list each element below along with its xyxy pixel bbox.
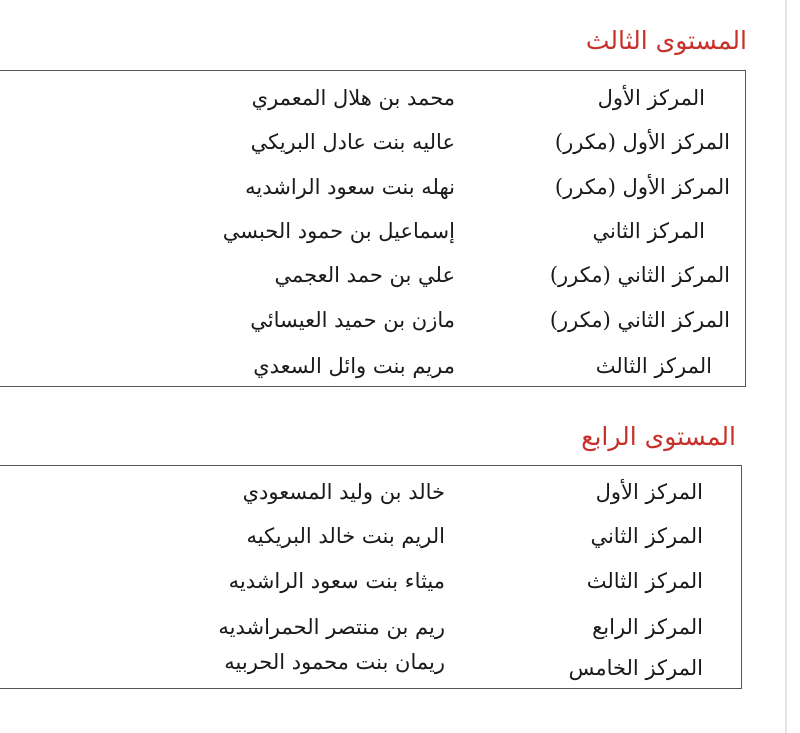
name-cell: نهله بنت سعود الراشديه — [245, 175, 455, 199]
results-table-level-3 — [0, 70, 746, 387]
rank-cell: المركز الثاني (مكرر) — [549, 308, 730, 332]
table-row — [0, 561, 741, 601]
name-cell: إسماعيل بن حمود الحبسي — [222, 219, 455, 243]
rank-cell: المركز الثالث — [595, 354, 712, 378]
name-cell: علي بن حمد العجمي — [274, 263, 455, 287]
rank-cell: المركز الثاني — [592, 219, 705, 243]
rank-cell: المركز الأول (مكرر) — [554, 130, 730, 154]
table-row — [0, 346, 745, 386]
section-title-level-4: المستوى الرابع — [581, 422, 736, 451]
name-cell: خالد بن وليد المسعودي — [242, 480, 445, 504]
rank-cell: المركز الأول — [595, 480, 703, 504]
rank-cell: المركز الثاني — [590, 524, 703, 548]
name-cell: ريمان بنت محمود الحربيه — [224, 650, 445, 674]
table-row — [0, 607, 741, 647]
rank-cell: المركز الخامس — [568, 656, 703, 680]
table-row — [0, 472, 741, 512]
table-row — [0, 516, 741, 556]
table-row — [0, 122, 745, 162]
table-row — [0, 255, 745, 295]
results-table-level-4 — [0, 465, 742, 689]
rank-cell: المركز الأول — [597, 86, 705, 110]
name-cell: عاليه بنت عادل البريكي — [250, 130, 455, 154]
name-cell: مريم بنت وائل السعدي — [253, 354, 455, 378]
table-row — [0, 78, 745, 118]
table-row — [0, 648, 741, 688]
name-cell: ميثاء بنت سعود الراشديه — [228, 569, 445, 593]
name-cell: محمد بن هلال المعمري — [251, 86, 455, 110]
page-edge-divider — [785, 0, 787, 733]
table-row — [0, 167, 745, 207]
rank-cell: المركز الرابع — [592, 615, 703, 639]
table-row — [0, 211, 745, 251]
name-cell: ريم بن منتصر الحمراشديه — [218, 615, 445, 639]
table-row — [0, 300, 745, 340]
rank-cell: المركز الثاني (مكرر) — [549, 263, 730, 287]
name-cell: مازن بن حميد العيسائي — [250, 308, 455, 332]
rank-cell: المركز الأول (مكرر) — [554, 175, 730, 199]
rank-cell: المركز الثالث — [586, 569, 703, 593]
name-cell: الريم بنت خالد البريكيه — [246, 524, 445, 548]
section-title-level-3: المستوى الثالث — [585, 26, 747, 55]
